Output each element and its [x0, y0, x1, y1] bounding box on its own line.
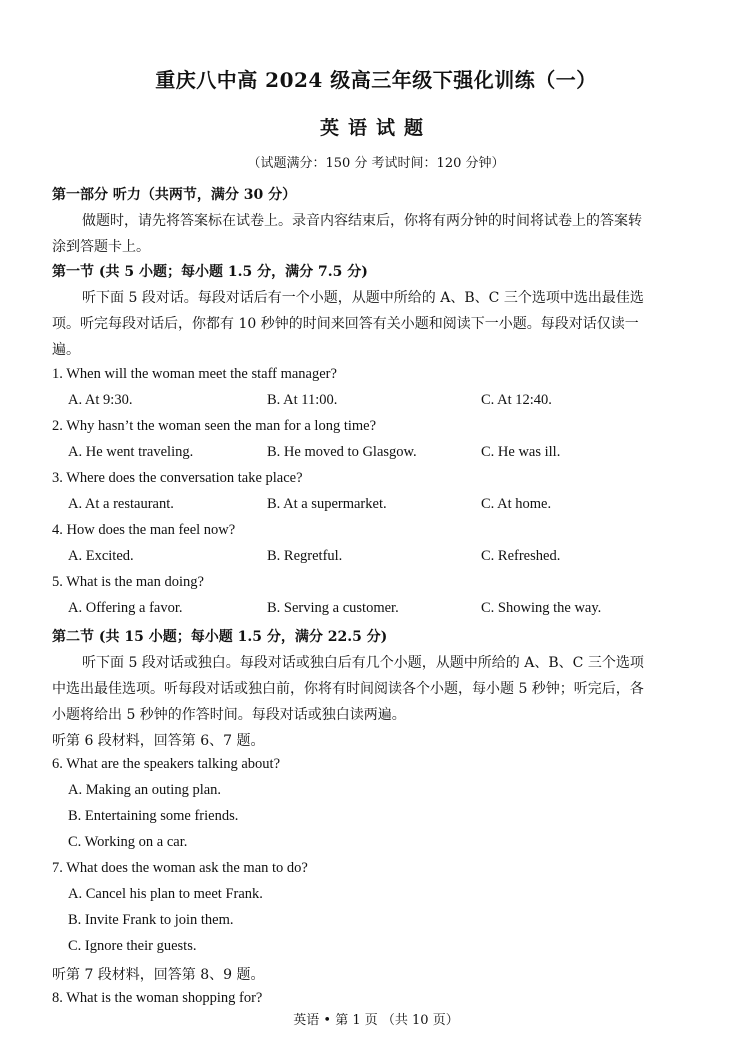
question-1: 1. When will the woman meet the staff manager?: [52, 366, 337, 382]
part1-instruction-line2: 涂到答题卡上。: [52, 239, 150, 255]
q1-option-a: A. At 9:30.: [68, 392, 133, 408]
q4-option-c: C. Refreshed.: [481, 548, 561, 564]
q1-option-c: C. At 12:40.: [481, 392, 552, 408]
q6-option-b: B. Entertaining some friends.: [68, 808, 239, 824]
q6-option-c: C. Working on a car.: [68, 834, 188, 850]
section2-instruction-line2: 中选出最佳选项。听每段对话或独白前，你将有时间阅读各个小题，每小题 5 秒钟；听完后，各: [52, 681, 644, 697]
section1-heading: 第一节 (共 5 小题；每小题 1.5 分，满分 7.5 分): [52, 264, 368, 280]
question-4: 4. How does the man feel now?: [52, 522, 236, 538]
q5-option-c: C. Showing the way.: [481, 600, 602, 616]
section1-instruction-line3: 遍。: [52, 342, 80, 358]
section2-instruction-line1: 听下面 5 段对话或独白。每段对话或独白后有几个小题，从题中所给的 A、B、C 三个选项: [82, 655, 644, 671]
q5-option-b: B. Serving a customer.: [267, 600, 399, 616]
q7-option-b: B. Invite Frank to join them.: [68, 912, 234, 928]
question-7: 7. What does the woman ask the man to do?: [52, 860, 308, 876]
q7-option-c: C. Ignore their guests.: [68, 938, 197, 954]
material-7-label: 听第 7 段材料，回答第 8、9 题。: [52, 967, 265, 983]
exam-note: （试题满分：150 分 考试时间：120 分钟）: [247, 156, 505, 171]
section1-instruction-line2: 项。听完每段对话后，你都有 10 秒钟的时间来回答有关小题和阅读下一小题。每段对话仅读一: [52, 316, 639, 332]
q2-option-c: C. He was ill.: [481, 444, 561, 460]
question-6: 6. What are the speakers talking about?: [52, 756, 281, 772]
page-footer: 英语 • 第 1 页 （共 10 页）: [293, 1013, 459, 1028]
question-3: 3. Where does the conversation take place?: [52, 470, 303, 486]
part1-instruction-line1: 做题时，请先将答案标在试卷上。录音内容结束后，你将有两分钟的时间将试卷上的答案转: [82, 213, 642, 229]
question-8: 8. What is the woman shopping for?: [52, 990, 263, 1006]
q7-option-a: A. Cancel his plan to meet Frank.: [68, 886, 263, 902]
material-6-label: 听第 6 段材料，回答第 6、7 题。: [52, 733, 265, 749]
subject-title: 英语试题: [319, 117, 432, 139]
exam-title: 重庆八中高 2024 级高三年级下强化训练（一）: [155, 68, 597, 92]
q1-option-b: B. At 11:00.: [267, 392, 338, 408]
q6-option-a: A. Making an outing plan.: [68, 782, 222, 798]
question-2: 2. Why hasn’t the woman seen the man for a long time?: [52, 418, 377, 434]
q2-option-a: A. He went traveling.: [68, 444, 194, 460]
section1-instruction-line1: 听下面 5 段对话。每段对话后有一个小题，从题中所给的 A、B、C 三个选项中选出最佳选: [82, 290, 644, 306]
q4-option-b: B. Regretful.: [267, 548, 343, 564]
section2-heading: 第二节 (共 15 小题；每小题 1.5 分，满分 22.5 分): [52, 629, 388, 645]
q3-option-c: C. At home.: [481, 496, 552, 512]
question-5: 5. What is the man doing?: [52, 574, 204, 590]
section2-instruction-line3: 小题将给出 5 秒钟的作答时间。每段对话或独白读两遍。: [52, 707, 406, 723]
q5-option-a: A. Offering a favor.: [68, 600, 183, 616]
q2-option-b: B. He moved to Glasgow.: [267, 444, 417, 460]
part1-heading: 第一部分 听力（共两节，满分 30 分）: [52, 187, 297, 203]
q4-option-a: A. Excited.: [68, 548, 134, 564]
q3-option-b: B. At a supermarket.: [267, 496, 387, 512]
q3-option-a: A. At a restaurant.: [68, 496, 174, 512]
